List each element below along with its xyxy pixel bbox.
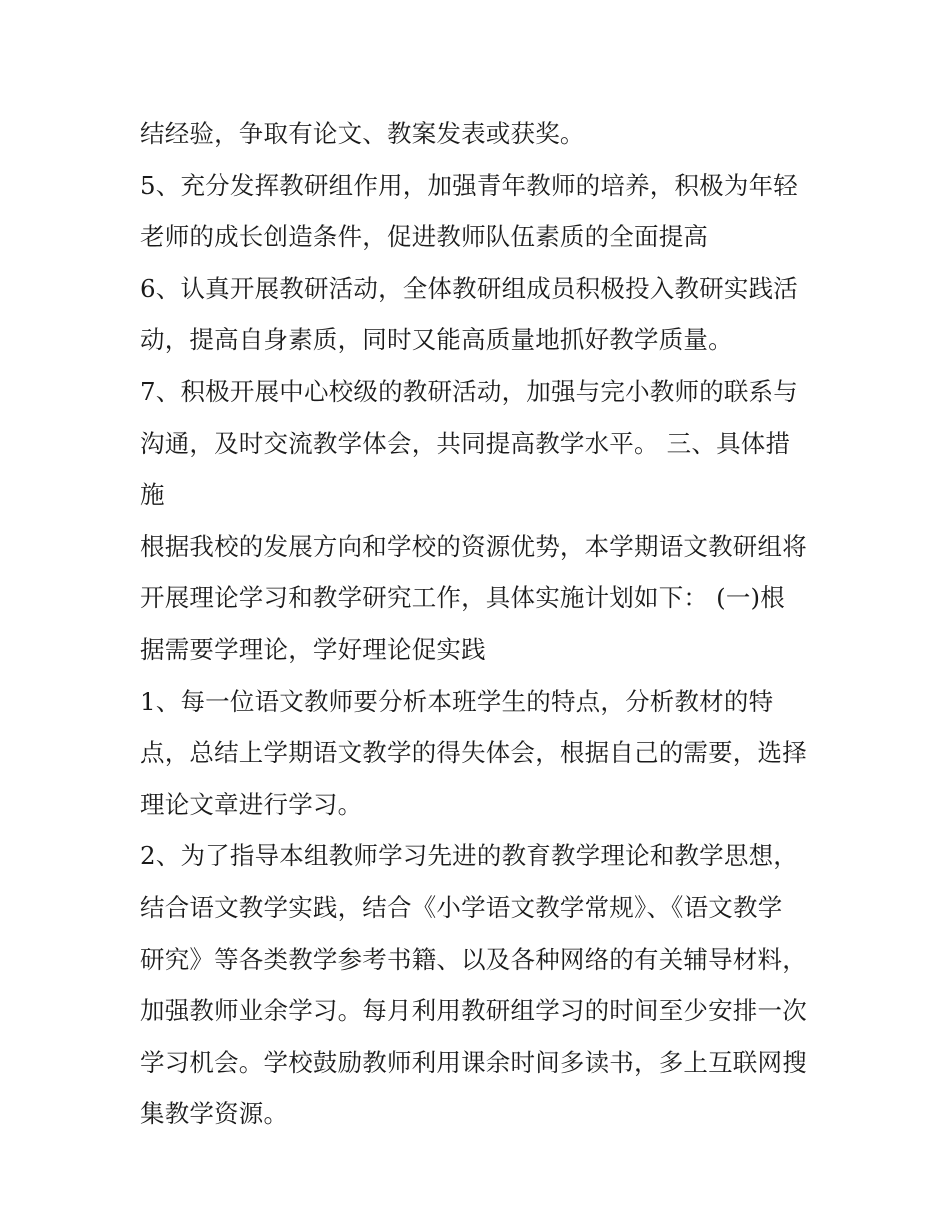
text-line: 研究》等各类教学参考书籍、以及各种网络的有关辅导材料， <box>140 944 807 974</box>
text-line: 结合语文教学实践，结合《小学语文教学常规》、《语文教学 <box>140 892 783 922</box>
text-line: 2、为了指导本组教师学习先进的教育教学理论和教学思想， <box>140 841 798 871</box>
text-line: 1、每一位语文教师要分析本班学生的特点，分析教材的特 <box>140 686 774 716</box>
text-line: 理论文章进行学习。 <box>140 789 363 819</box>
text-line: 6、认真开展教研活动，全体教研组成员积极投入教研实践活 <box>140 273 798 303</box>
text-line: 开展理论学习和教学研究工作，具体实施计划如下： (一)根 <box>140 583 786 613</box>
text-line: 学习机会。学校鼓励教师利用课余时间多读书，多上互联网搜 <box>140 1047 807 1077</box>
text-line: 沟通，及时交流教学体会，共同提高教学水平。 三、具体措 <box>140 428 791 458</box>
text-line: 结经验，争取有论文、教案发表或获奖。 <box>140 119 585 148</box>
text-line: 施 <box>140 480 165 510</box>
text-line: 7、积极开展中心校级的教研活动，加强与完小教师的联系与 <box>140 376 798 406</box>
text-line: 动，提高自身素质，同时又能高质量地抓好教学质量。 <box>140 325 733 355</box>
text-line: 据需要学理论，学好理论促实践 <box>140 634 486 664</box>
text-line: 根据我校的发展方向和学校的资源优势，本学期语文教研组将 <box>140 531 807 561</box>
text-line: 5、充分发挥教研组作用，加强青年教师的培养，积极为年轻 <box>140 170 798 200</box>
text-line: 集教学资源。 <box>140 1099 289 1129</box>
text-line: 加强教师业余学习。每月利用教研组学习的时间至少安排一次 <box>140 996 807 1026</box>
text-line: 老师的成长创造条件，促进教师队伍素质的全面提高 <box>140 222 709 252</box>
text-line: 点，总结上学期语文教学的得失体会，根据自己的需要，选择 <box>140 738 807 768</box>
document-body <box>140 108 840 1140</box>
